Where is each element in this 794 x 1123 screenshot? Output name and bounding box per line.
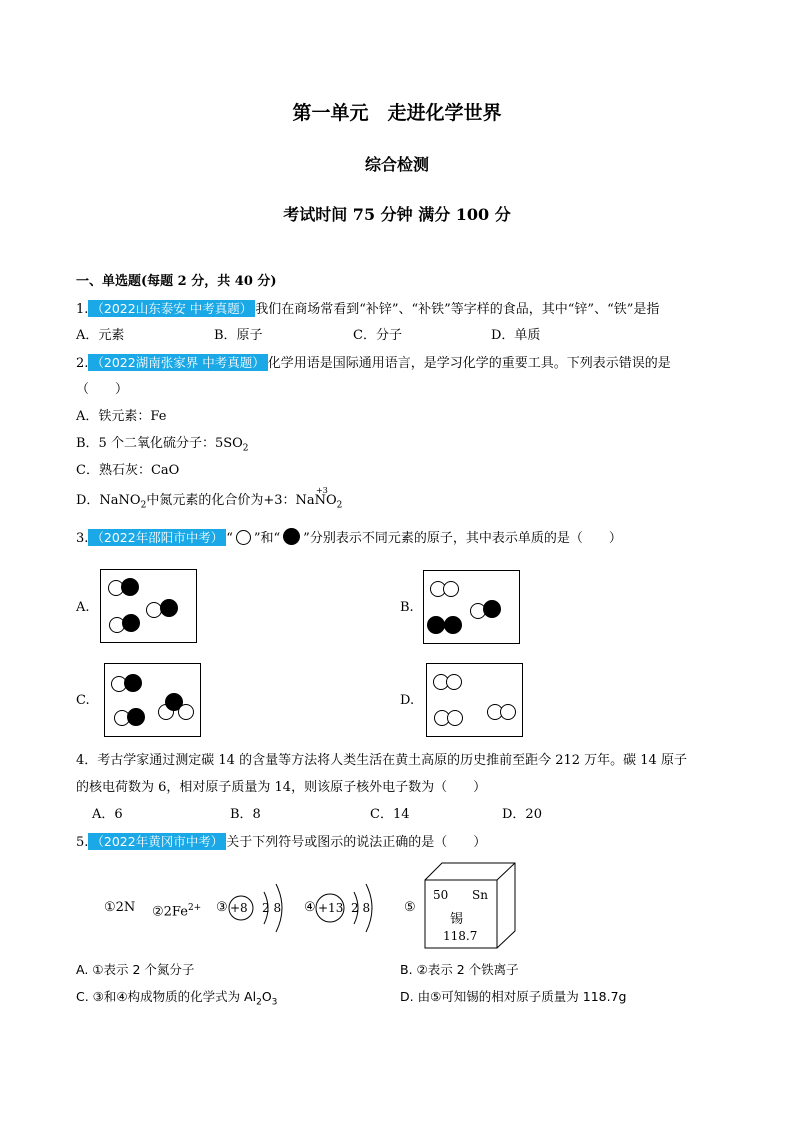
text: ”分别表示不同元素的原子，其中表示单质的是（ ） <box>303 531 622 546</box>
white-atom <box>446 674 462 690</box>
question-number: 5. <box>76 835 89 850</box>
q2-paren: （ ） <box>76 382 129 397</box>
symbol-5: ⑤ <box>404 900 416 915</box>
subscript: 2 <box>242 443 249 454</box>
source-tag: （2022山东泰安 中考真题） <box>88 300 255 317</box>
question-number: 3. <box>76 531 89 546</box>
black-atom <box>427 616 445 634</box>
page-subtitle: 综合检测 <box>364 155 429 174</box>
q4-option-a: A．6 <box>92 807 123 822</box>
q1-option-b: B．原子 <box>214 328 263 343</box>
white-atom <box>500 704 516 720</box>
question-5 <box>76 832 486 853</box>
white-atom <box>443 581 459 597</box>
diagram-d <box>426 663 523 737</box>
question-number: 1. <box>76 302 89 317</box>
subscript: 3 <box>271 997 278 1008</box>
q2-option-b <box>76 434 249 459</box>
q5-option-b: B. ②表示 2 个铁离子 <box>400 962 519 977</box>
q4-option-b: B．8 <box>230 807 261 822</box>
question-text: 化学用语是国际通用语言，是学习化学的重要工具。下列表示错误的是 <box>267 356 671 371</box>
black-atom <box>124 674 142 692</box>
black-atom <box>121 578 139 596</box>
text: “ <box>226 531 233 546</box>
text: ②2Fe <box>152 904 188 920</box>
text: D．NaNO <box>76 493 141 508</box>
q2-option-d <box>76 491 342 516</box>
text: ”和“ <box>253 531 281 546</box>
q4-line-2: 的核电荷数为 6，相对原子质量为 14，则该原子核外电子数为（ ） <box>76 780 487 795</box>
symbol-3: ③ <box>216 900 228 915</box>
q1-option-c: C．分子 <box>353 328 402 343</box>
q3-label-a: A. <box>76 600 90 615</box>
nucleus-4: +13 <box>318 901 344 915</box>
q1-option-d: D．单质 <box>491 328 541 343</box>
question-number: 2. <box>76 356 89 371</box>
white-atom <box>178 704 194 720</box>
question-1 <box>76 299 659 320</box>
q1-option-a: A．元素 <box>76 328 125 343</box>
q2-option-c: C．熟石灰：CaO <box>76 463 180 478</box>
symbol-4: ④ <box>304 900 316 915</box>
q4-option-d: D．20 <box>502 807 542 822</box>
q2-option-a: A．铁元素：Fe <box>76 409 167 424</box>
atomic-number: 50 <box>433 888 449 902</box>
white-atom <box>447 710 463 726</box>
subscript: 2 <box>256 997 262 1008</box>
element-name: 锡 <box>450 912 464 927</box>
exam-info: 考试时间 75 分钟 满分 100 分 <box>283 205 511 224</box>
shells-3: 2 8 <box>262 901 282 915</box>
diagram-b <box>423 570 520 644</box>
black-atom-icon <box>283 528 300 545</box>
black-atom <box>122 614 140 632</box>
q5-option-a: A. ①表示 2 个氮分子 <box>76 962 195 977</box>
diagram-c <box>104 663 201 737</box>
atomic-mass: 118.7 <box>443 929 478 943</box>
question-2 <box>76 353 671 374</box>
shells-4: 2 8 <box>351 901 371 915</box>
subscript: 2 <box>140 500 147 511</box>
diagram-a <box>100 569 197 643</box>
q5-option-d: D. 由⑤可知锡的相对原子质量为 118.7g <box>400 989 627 1004</box>
page-title: 第一单元 走进化学世界 <box>292 102 502 124</box>
black-atom <box>127 708 145 726</box>
q4-line-1: 4．考古学家通过测定碳 14 的含量等方法将人类生活在黄土高原的历史推前至距今 212 万年。碳 14 原子 <box>76 753 687 768</box>
black-atom <box>483 600 501 618</box>
subscript: 2 <box>336 500 343 511</box>
source-tag: （2022年邵阳市中考） <box>88 529 226 546</box>
charge-label: +3 <box>316 486 328 495</box>
question-3 <box>76 528 622 549</box>
text: C. ③和④构成物质的化学式为 Al <box>76 989 257 1004</box>
q3-label-c: C. <box>76 693 90 708</box>
q3-label-b: B. <box>400 600 414 615</box>
text: B．5 个二氧化硫分子：5SO <box>76 436 243 451</box>
text: 中氮元素的化合价为+3：NaNO <box>146 493 337 508</box>
q5-option-c <box>76 987 277 1013</box>
black-atom <box>444 616 462 634</box>
symbol-1: ①2N <box>104 900 136 915</box>
question-text: 关于下列符号或图示的说法正确的是（ ） <box>226 835 487 850</box>
nucleus-3: +8 <box>230 901 248 915</box>
q3-label-d: D. <box>400 693 415 708</box>
source-tag: （2022年黄冈市中考） <box>88 833 226 850</box>
text: O <box>261 989 272 1004</box>
q4-option-c: C．14 <box>370 807 410 822</box>
superscript: 2+ <box>187 903 202 913</box>
section-heading: 一、单选题(每题 2 分，共 40 分) <box>76 274 277 289</box>
source-tag: （2022湖南张家界 中考真题） <box>88 354 267 371</box>
black-atom <box>160 599 178 617</box>
white-atom-icon <box>236 530 251 545</box>
question-text: 我们在商场常看到“补锌”、“补铁”等字样的食品，其中“锌”、“铁”是指 <box>255 302 660 317</box>
symbol-2 <box>152 898 201 922</box>
element-symbol: Sn <box>472 888 488 902</box>
